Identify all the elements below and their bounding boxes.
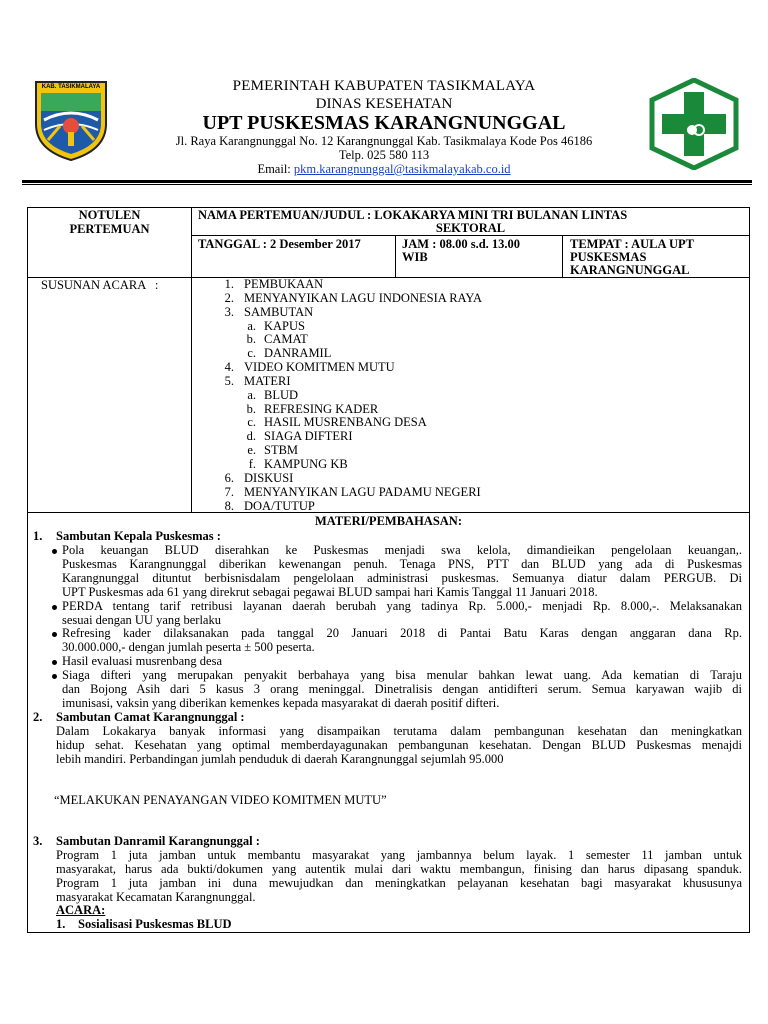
header-address: Jl. Raya Karangnunggal No. 12 Karangnunggal Kab. Tasikmalaya Kode Pos 46186 — [175, 134, 593, 148]
agenda-sublabel: KAMPUNG KB — [264, 456, 348, 471]
agenda-subnum: f. — [248, 456, 256, 471]
meeting-place-line2: PUSKESMAS — [570, 250, 647, 264]
agenda-label-text: MENYANYIKAN LAGU INDONESIA RAYA — [244, 290, 483, 305]
agenda-num: 5. — [224, 373, 234, 388]
acara-item-heading: Sosialisasi Puskesmas BLUD — [78, 917, 232, 931]
agenda-subnum: e. — [247, 443, 256, 458]
left-logo-label: KAB. TASIKMALAYA — [41, 84, 101, 90]
bullet-item — [62, 600, 742, 628]
section-3-paragraph — [56, 849, 742, 905]
acara-item-number: 1. — [56, 917, 66, 931]
header-government: PEMERINTAH KABUPATEN TASIKMALAYA — [232, 78, 536, 94]
bullet-item — [62, 655, 742, 669]
paragraph-line: Dalam Lokakarya banyak informasi yang disampaikan terutama dalam pembangunan kesehatan dan meningkatkan — [56, 724, 742, 738]
meeting-place-line3: KARANGNUNGGAL — [570, 263, 690, 277]
bullet-line: sesuai dengan UU yang berlaku — [62, 612, 221, 627]
bullet-line: Hasil evaluasi musrenbang desa — [62, 654, 223, 669]
header-institution: UPT PUSKESMAS KARANGNUNGGAL — [202, 112, 566, 134]
agenda-num: 6. — [224, 470, 234, 485]
bullet-line: Siaga difteri yang merupakan penyakit berbahaya yang bisa menular bahkan lewat uang. Ada kematian di Taraju — [62, 668, 742, 683]
section-1-heading: Sambutan Kepala Puskesmas : — [56, 529, 221, 543]
agenda-label-text: DOA/TUTUP — [244, 498, 315, 513]
agenda-label-text: MATERI — [244, 373, 291, 388]
section-2-paragraph — [56, 725, 742, 767]
agenda-subnum: d. — [246, 429, 256, 444]
bullet-line: dan Bojong Asih dari 5 kasus 3 orang meninggal. Dinetralisis dengan antidifteri serum. Semua karyawan wajib di — [62, 682, 742, 696]
agenda-subnum: c. — [247, 346, 256, 361]
bullet-line: Karangnunggal dituntut berbisnisdalam pengelolaan administrasi puskesmas. Semuanya diatur dalam PERGUB. Di — [62, 570, 742, 585]
header-email-line — [0, 162, 768, 177]
bullet-icon — [52, 549, 57, 554]
agenda-num: 7. — [224, 484, 234, 499]
header-divider-thin — [22, 184, 752, 185]
agenda-sublabel: BLUD — [264, 387, 299, 402]
paragraph-line: lebih mandiri. Perbandingan jumlah penduduk di daerah Karangnunggal sejumlah 95.000 — [56, 751, 504, 766]
header-phone: Telp. 025 580 113 — [338, 148, 430, 162]
bullet-line: PERDA tentang tarif retribusi layanan daerah berubah yang tadinya Rp. 5.000,- menjadi Rp. 8.000,-. Melaksanakan — [62, 598, 742, 613]
paragraph-line: Program 1 juta jamban untuk membantu masyarakat yang jambannya belum layak. 1 semester 11 jamban untuk — [56, 848, 742, 862]
agenda-num: 4. — [224, 360, 234, 375]
agenda-label: SUSUNAN ACARA : — [41, 278, 159, 292]
header-department: DINAS KESEHATAN — [315, 96, 453, 112]
bullet-item — [62, 669, 742, 711]
bullet-line: Refresing kader dilaksanakan pada tanggal 20 Januari 2018 di Pantai Batu Karas dengan anggaran dana Rp. — [62, 626, 742, 641]
bullet-line: 30.000.000,- dengan jumlah peserta ± 500 peserta. — [62, 640, 315, 655]
meeting-date: TANGGAL : 2 Desember 2017 — [198, 237, 361, 251]
agenda-num: 1. — [224, 277, 234, 291]
agenda-sublabel: KAPUS — [264, 318, 305, 333]
email-label: Email: — [257, 162, 294, 176]
agenda-sublabel: CAMAT — [264, 332, 308, 347]
section-3-number: 3. — [33, 834, 43, 848]
notulen-label: NOTULEN PERTEMUAN — [69, 208, 150, 236]
acara-heading: ACARA: — [56, 903, 106, 917]
video-note: “MELAKUKAN PENAYANGAN VIDEO KOMITMEN MUTU” — [54, 793, 387, 807]
materi-title: MATERI/PEMBAHASAN: — [315, 514, 462, 528]
email-link[interactable]: pkm.karangnunggal@tasikmalayakab.co.id — [293, 162, 511, 176]
agenda-subnum: a. — [247, 318, 256, 333]
susunan-label-cell — [27, 277, 192, 513]
agenda-sublabel: SIAGA DIFTERI — [264, 429, 353, 444]
agenda-sublabel: DANRAMIL — [264, 346, 332, 361]
agenda-subnum: b. — [246, 332, 256, 347]
meeting-title-line2: SEKTORAL — [435, 221, 506, 235]
bullet-line: UPT Puskesmas ada 61 yang direkrut sebagai pegawai BLUD sampai hari Kamis Tanggal 11 Januari 2018. — [62, 584, 598, 599]
paragraph-line: hidup sehat. Kesehatan yang optimal memberdayagunakan pembangunan kesehatan. Dengan BLUD Puskesmas menajdi — [56, 737, 742, 752]
agenda-label-text: PEMBUKAAN — [244, 277, 324, 291]
agenda-subnum: c. — [247, 415, 256, 430]
agenda-subnum: a. — [247, 387, 256, 402]
section-2-number: 2. — [33, 710, 43, 724]
section-1-number: 1. — [33, 529, 43, 543]
section-3-heading: Sambutan Danramil Karangnunggal : — [56, 834, 260, 848]
bullet-item — [62, 627, 742, 655]
header-divider-thick — [22, 180, 752, 183]
bullet-line: Puskesmas Karangnunggal diberikan kewenangan penuh. Tenaga PNS, PTT dan BLUD yang ada di Puskesmas — [62, 556, 742, 571]
paragraph-line: masyarakat, harus ada bukti/dokumen yang autentik mulai dari waktu membangun, finising dan harus dipasang spanduk. — [56, 861, 742, 876]
agenda-sublabel: HASIL MUSRENBANG DESA — [264, 415, 427, 430]
bullet-line: Pola keuangan BLUD diserahkan ke Puskesmas menjadi swa kelola, dimandieikan pengelolaan keuangan,. — [62, 543, 742, 557]
agenda-label-text: MENYANYIKAN LAGU PADAMU NEGERI — [244, 484, 481, 499]
agenda-sublabel: STBM — [264, 443, 299, 458]
paragraph-line: Program 1 juta jamban ini duna mewujudkan dan meningkatkan pelayanan kesehatan bagi masyarakat khususunya — [56, 875, 742, 890]
agenda-label-text: VIDEO KOMITMEN MUTU — [244, 360, 395, 375]
meeting-time-line2: WIB — [402, 250, 428, 264]
agenda-num: 2. — [224, 290, 234, 305]
meeting-time-line1: JAM : 08.00 s.d. 13.00 — [402, 237, 521, 251]
agenda-sublabel: REFRESING KADER — [264, 401, 379, 416]
agenda-label-text: SAMBUTAN — [244, 304, 314, 319]
paragraph-line: masyarakat Kecamatan Karangnunggal. — [56, 889, 256, 904]
agenda-num: 8. — [224, 498, 234, 513]
agenda-subnum: b. — [246, 401, 256, 416]
bullet-line: imunisasi, vaksin yang diberikan kemenkes kepada masyarakat di daerah positif difteri. — [62, 695, 500, 710]
section-2-heading: Sambutan Camat Karangnunggal : — [56, 710, 245, 724]
meeting-place-line1: TEMPAT : AULA UPT — [570, 237, 694, 251]
bullet-item — [62, 544, 742, 600]
agenda-num: 3. — [224, 304, 234, 319]
meeting-title-line1: NAMA PERTEMUAN/JUDUL : LOKAKARYA MINI TRI BULANAN LINTAS — [198, 208, 628, 222]
agenda-label-text: DISKUSI — [244, 470, 294, 485]
bullet-icon — [52, 605, 57, 610]
